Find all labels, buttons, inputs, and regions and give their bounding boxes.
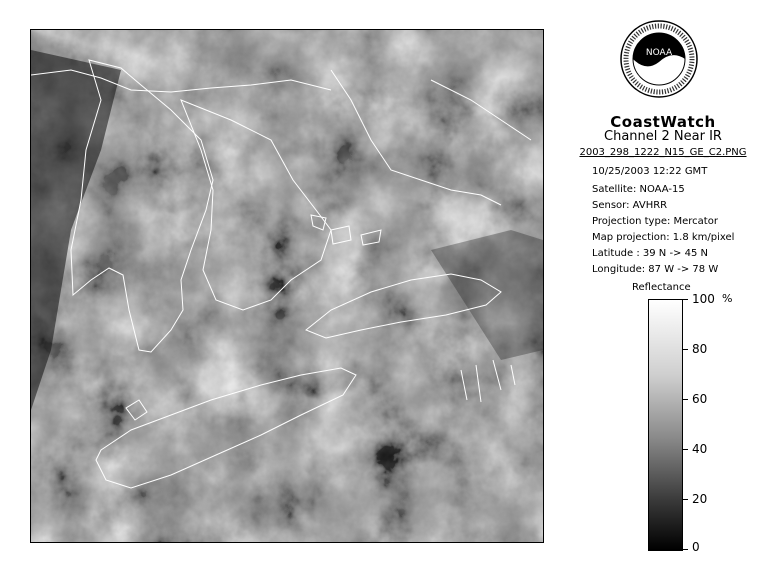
noaa-logo — [620, 20, 698, 98]
sensor-label: Sensor: AVHRR — [592, 200, 668, 211]
tick-mark — [682, 399, 688, 400]
tick-label: 60 — [692, 392, 708, 406]
legend-unit: % — [722, 292, 733, 305]
latitude-label: Latitude : 39 N -> 45 N — [592, 248, 708, 259]
reflectance-colorbar — [648, 299, 683, 551]
tick-mark — [682, 349, 688, 350]
projection-type-label: Projection type: Mercator — [592, 216, 718, 227]
satellite-image-svg — [31, 30, 543, 542]
longitude-label: Longitude: 87 W -> 78 W — [592, 264, 719, 275]
tick-mark — [682, 549, 688, 550]
tick-label: 0 — [692, 540, 700, 554]
app-title: CoastWatch — [610, 113, 716, 131]
logo-text: NOAA — [645, 48, 673, 58]
tick-label: 20 — [692, 492, 708, 506]
datetime-label: 10/25/2003 12:22 GMT — [592, 166, 708, 177]
map-projection-label: Map projection: 1.8 km/pixel — [592, 232, 735, 243]
satellite-image — [30, 29, 544, 543]
tick-label: 80 — [692, 342, 708, 356]
side-panel — [558, 0, 782, 572]
tick-mark — [682, 299, 688, 300]
channel-title: Channel 2 Near IR — [604, 129, 722, 144]
satellite-label: Satellite: NOAA-15 — [592, 184, 685, 195]
tick-label: 40 — [692, 442, 708, 456]
tick-label: 100 — [692, 292, 715, 306]
filename-label: 2003_298_1222_N15_GE_C2.PNG — [579, 147, 747, 158]
tick-mark — [682, 449, 688, 450]
legend-title: Reflectance — [632, 282, 691, 293]
tick-mark — [682, 499, 688, 500]
